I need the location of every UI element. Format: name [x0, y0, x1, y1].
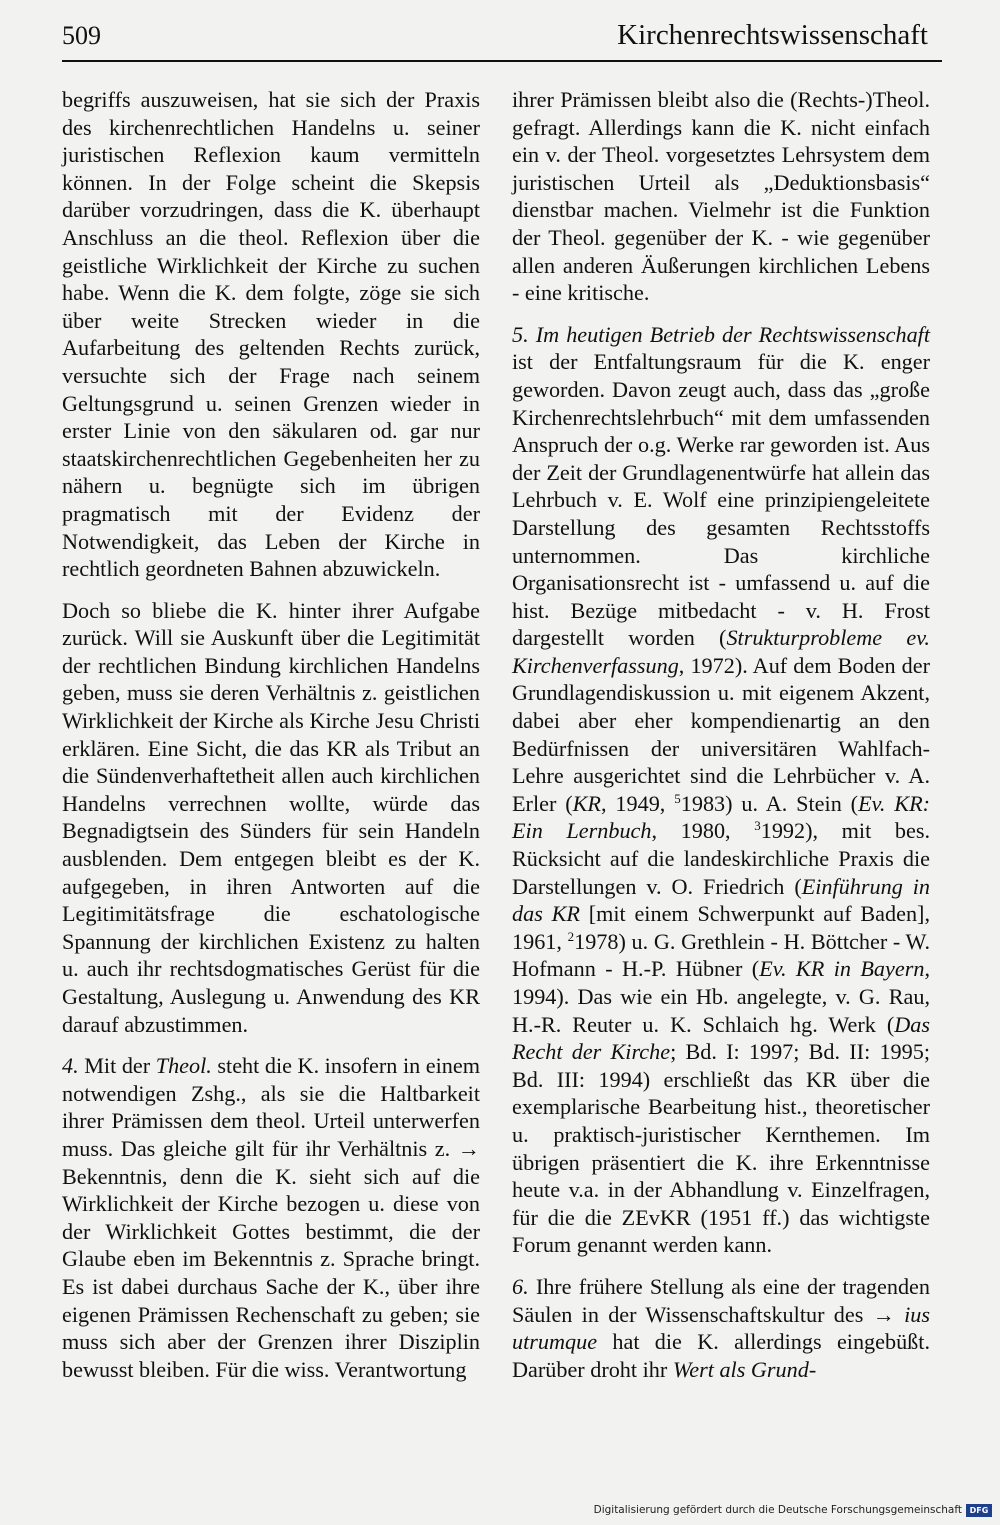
- header-rule: [62, 60, 942, 62]
- paragraph: [512, 1273, 930, 1383]
- edition-superscript: 5: [674, 790, 681, 806]
- dfg-logo-icon: DFG: [966, 1504, 992, 1517]
- paragraph: ihrer Prämissen bleibt also die (Rechts-)Theol. gefragt. Allerdings kann die K. nicht einfach ein v. der Theol. vorgesetztes Lehrsystem dem juristischen Urteil als „Deduktionsbasis“ dienstbar machen. Vielmehr ist die Funktion der Theol. gegenüber der K. - wie gegenüber allen anderen Äußerungen kirchlichen Lebens - eine kritische.: [512, 87, 930, 306]
- footer-credit: [594, 1503, 992, 1517]
- edition-superscript: 2: [567, 928, 575, 944]
- paragraph: begriffs auszuweisen, hat sie sich der Praxis des kirchenrechtlichen Handelns u. seiner juristischen Reflexion kaum vermitteln können. In der Folge scheint die Skepsis darüber vorzudringen, dass die K. überhaupt Anschluss an die theol. Reflexion über die geistliche Wirklichkeit der Kirche zu suchen habe. Wenn die K. dem folgte, zöge sie sich über weite Strecken wieder in die Aufarbeitung des geltenden Rechts zurück, versuchte sich der Frage nach seinem Geltungsgrund u. seinen Grenzen wieder in erster Linie von den säkularen od. gar nur staatskirchenrechtlichen Gegebenheiten her zu nähern u. begnügte sich im übrigen pragmatisch mit der Evidenz der Notwendigkeit, das Leben der Kirche in rechtlich geordneten Bahnen abzuwickeln.: [62, 87, 480, 582]
- text-run: Ihre frühere Stellung als eine der tragenden Säulen in der Wissenschaftskultur des →: [512, 1273, 930, 1327]
- section-number: 4.: [62, 1053, 79, 1079]
- book-title: Strukturprobleme ev. Kirchenverfassung: [512, 625, 930, 678]
- paragraph: Doch so bliebe die K. hinter ihrer Aufgabe zurück. Will sie Auskunft über die Legitimität der rechtlichen Bindung kirchlichen Handelns geben, muss sie deren Verhältnis z. geistlichen Wirklichkeit der Kirche als Kirche Jesu Christi erklären. Eine Sicht, die das KR als Tribut an die Sündenverhaftetheit allen auch kirchlichen Handelns verrechnen wollte, würde das Begnadigtsein des Sünders für sein Handeln ausblenden. Dem entgegen bleibt es der K. aufgegeben, in ihren Antworten auf die Legitimitätsfrage die eschatologische Spannung der kirchlichen Existenz zu halten u. auch ihr rechtsdogmatisches Gerüst für die Gestaltung, Auslegung u. Anwendung des KR darauf abzustimmen.: [62, 597, 480, 1037]
- book-title: KR: [572, 790, 601, 816]
- italic-term: Theol.: [155, 1053, 212, 1079]
- text-run: , 1949,: [600, 790, 675, 816]
- italic-term: ius utrumque: [512, 1301, 930, 1355]
- book-title: Einführung in das KR: [512, 873, 930, 927]
- book-title: Das Recht der Kirche: [512, 1011, 930, 1065]
- book-title: Ev. KR in Bayern: [759, 956, 925, 982]
- credit-text: Digitalisierung gefördert durch die Deutsche Forschungsgemeinschaft: [593, 1504, 962, 1516]
- left-column: [62, 86, 480, 1383]
- book-title: Ev. KR: Ein Lernbuch: [512, 790, 931, 844]
- section-heading: 5. Im heutigen Betrieb der Rechtswissenschaft: [512, 321, 930, 347]
- paragraph: [512, 321, 930, 1259]
- text-run: Mit der: [78, 1053, 156, 1079]
- italic-term: Wert als Grund-: [672, 1356, 817, 1382]
- text-run: ; Bd. I: 1997; Bd. II: 1995; Bd. III: 1994) erschließt das KR über die exemplarische Bearbeitung hist., theoretischer u. praktisch-juristischer Kernthemen. Im übrigen präsentiert die K. ihre Erkenntnisse heute v.a. in der Abhandlung v. Einzelfragen, für die die ZEvKR (1951 ff.) das wichtigste Forum genannt werden kann.: [512, 1039, 930, 1258]
- text-run: , 1972). Auf dem Boden der Grundlagendiskussion u. mit eigenem Akzent, dabei aber eher kompendienartig an den Bedürfnissen der universitären Wahlfach-Lehre ausgerichtet sind die Lehrbücher v. A. Erler (: [512, 652, 930, 816]
- text-run: [mit einem Schwerpunkt auf Baden], 1961,: [512, 901, 930, 954]
- text-run: , 1994). Das wie ein Hb. angelegte, v. G. Rau, H.-R. Reuter u. K. Schlaich hg. Werk (: [512, 956, 930, 1037]
- edition-superscript: 3: [754, 818, 761, 834]
- section-number: 6.: [512, 1273, 529, 1299]
- text-run: , 1980,: [651, 818, 755, 844]
- text-run: ist der Entfaltungsraum für die K. enger geworden. Davon zeugt auch, dass das „große Kirchenrechtslehrbuch“ mit dem umfassenden Anspruch der o.g. Werke rar geworden ist. Aus der Zeit der Grundlagenentwürfe hat allein das Lehrbuch v. E. Wolf eine prinzipiengeleitete Darstellung des gesamten Rechtsstoffs unternommen. Das kirchliche Organisationsrecht ist - umfassend u. auf die hist. Bezüge mitbedacht - v. H. Frost dargestellt worden (: [512, 349, 930, 651]
- text-run: 1992), mit bes. Rücksicht auf die landeskirchliche Praxis die Darstellungen v. O. Friedrich (: [512, 818, 930, 899]
- text-run: 1983) u. A. Stein (: [680, 790, 859, 816]
- running-head: Kirchenrechtswissenschaft: [617, 19, 928, 51]
- right-column: [512, 86, 930, 1383]
- paragraph: [62, 1052, 480, 1383]
- text-run: steht die K. insofern in einem notwendigen Zshg., als sie die Haltbarkeit ihrer Prämissen dem theol. Urteil unterwerfen muss. Das gleiche gilt für ihr Verhältnis z. → Bekenntnis, denn die K. sieht sich auf die Wirklichkeit der Kirche bezogen u. diese von der Wirklichkeit Gottes bestimmt, die der Glaube eben im Bekenntnis z. Sprache bringt. Es ist dabei durchaus Sache der K., über ihre eigenen Prämissen Rechenschaft zu geben; sie muss sich aber der Grenzen ihrer Disziplin bewusst bleiben. Für die wiss. Verantwortung: [62, 1053, 480, 1382]
- page-number: 509: [62, 21, 101, 50]
- text-run: hat die K. allerdings eingebüßt. Darüber droht ihr: [512, 1329, 930, 1382]
- text-run: 1978) u. G. Grethlein - H. Böttcher - W. Hofmann - H.-P. Hübner (: [512, 928, 930, 982]
